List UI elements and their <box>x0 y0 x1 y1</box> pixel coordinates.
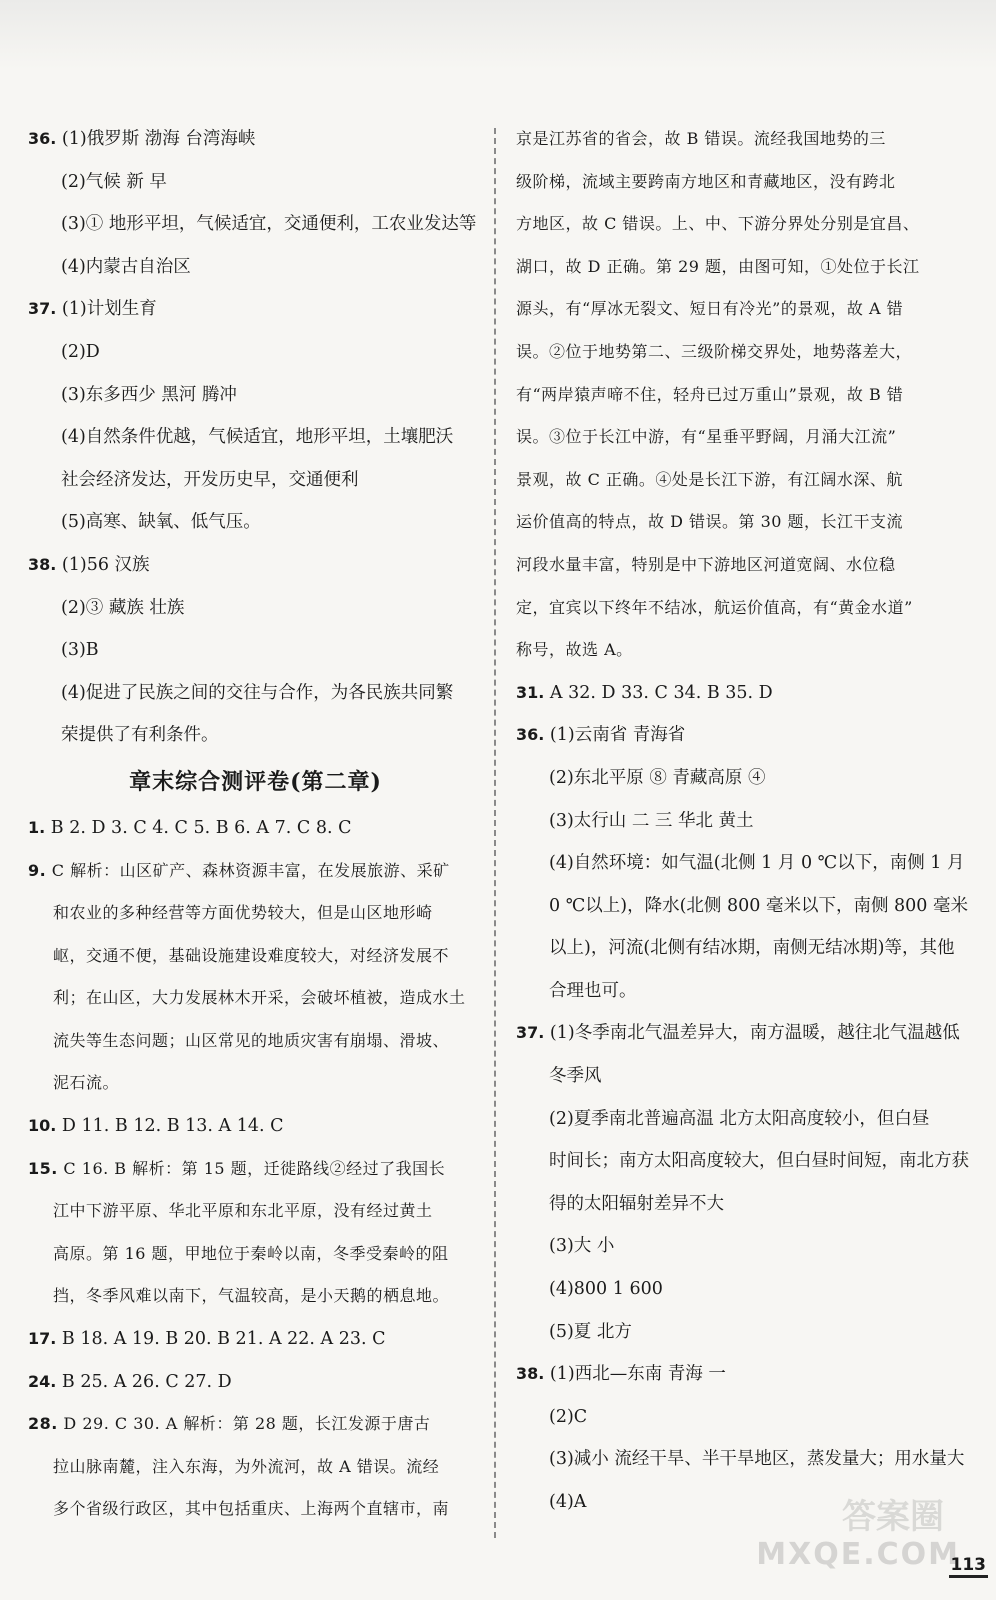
answer-line: 38. (1)西北—东南 青海 一 <box>516 1364 726 1385</box>
answer-line: 湖口，故 D 正确。第 29 题，由图可知，①处位于长江 <box>516 256 920 276</box>
answer-line: (4)自然环境：如气温(北侧 1 月 0 ℃以下，南侧 1 月 <box>549 853 965 874</box>
section-title: 章末综合测评卷(第二章) <box>129 768 382 795</box>
answer-line: 38. (1)56 汉族 <box>28 554 150 575</box>
answer-line: 荣提供了有利条件。 <box>61 725 219 746</box>
column-divider <box>494 128 496 1538</box>
answer-line: (4)自然条件优越，气候适宜，地形平坦，土壤肥沃 <box>61 427 454 448</box>
answer-line: (5)高寒、缺氧、低气压。 <box>61 512 261 533</box>
answer-line: 24. B 25. A 26. C 27. D <box>28 1371 232 1392</box>
answer-line: (4)促进了民族之间的交往与合作，为各民族共同繁 <box>61 682 454 703</box>
answer-line: (2)夏季南北普遍高温 北方太阳高度较小，但白昼 <box>549 1108 930 1129</box>
answer-line: (3)大 小 <box>549 1236 615 1257</box>
answer-line: 挡，冬季风难以南下，气温较高，是小天鹅的栖息地。 <box>53 1286 450 1306</box>
answer-line: 37. (1)计划生育 <box>28 299 157 320</box>
scan-top-band <box>0 0 996 70</box>
answer-line: (3)东多西少 黑河 腾冲 <box>61 384 237 405</box>
page-number: 113 <box>949 1555 989 1578</box>
answer-line: 10. D 11. B 12. B 13. A 14. C <box>28 1116 284 1137</box>
answer-line: (3)B <box>61 640 99 661</box>
answer-line: 江中下游平原、华北平原和东北平原，没有经过黄土 <box>53 1201 433 1221</box>
answer-line: 高原。第 16 题，甲地位于秦岭以南，冬季受秦岭的阻 <box>53 1243 449 1263</box>
answer-line: 15. C 16. B 解析：第 15 题，迁徙路线②经过了我国长 <box>28 1158 446 1178</box>
answer-line: (5)夏 北方 <box>549 1321 632 1342</box>
answer-line: 误。③位于长江中游，有“星垂平野阔，月涌大江流” <box>516 427 897 447</box>
answer-line: 流失等生态问题；山区常见的地质灾害有崩塌、滑坡、 <box>53 1030 450 1050</box>
answer-line: 源头，有“厚冰无裂文、短日有冷光”的景观，故 A 错 <box>516 299 904 319</box>
answer-line: (2)气候 新 早 <box>61 171 167 192</box>
answer-line: 岖，交通不便，基础设施建设难度较大，对经济发展不 <box>53 945 450 965</box>
answer-line: (3)太行山 二 三 华北 黄土 <box>549 810 754 831</box>
answer-line: 称号，故选 A。 <box>516 640 633 660</box>
answer-line: 景观，故 C 正确。④处是长江下游，有江阔水深、航 <box>516 469 903 489</box>
answer-line: 得的太阳辐射差异不大 <box>549 1193 724 1214</box>
answer-line: 河段水量丰富，特别是中下游地区河道宽阔、水位稳 <box>516 554 896 574</box>
answer-line: 0 ℃以上)，降水(北侧 800 毫米以下，南侧 800 毫米 <box>549 895 968 916</box>
answer-line: (2)C <box>549 1406 588 1427</box>
answer-line: (4)A <box>549 1492 587 1512</box>
answer-line: 定，宜宾以下终年不结冰，航运价值高，有“黄金水道” <box>516 597 913 617</box>
answer-line: 方地区，故 C 错误。上、中、下游分界处分别是宜昌、 <box>516 214 920 234</box>
answer-line: 泥石流。 <box>53 1073 120 1093</box>
answer-line: (2)东北平原 ⑧ 青藏高原 ④ <box>549 767 766 788</box>
answer-line: 9. C 解析：山区矿产、森林资源丰富，在发展旅游、采矿 <box>28 860 450 880</box>
answer-line: 36. (1)俄罗斯 渤海 台湾海峡 <box>28 129 256 149</box>
answer-line: (4)800 1 600 <box>549 1279 663 1300</box>
answer-line: 冬季风 <box>549 1066 602 1087</box>
answer-line: 拉山脉南麓，注入东海，为外流河，故 A 错误。流经 <box>53 1456 440 1476</box>
answer-line: 误。②位于地势第二、三级阶梯交界处，地势落差大， <box>516 341 913 361</box>
answer-line: 28. D 29. C 30. A 解析：第 28 题，长江发源于唐古 <box>28 1414 431 1434</box>
answer-line: 京是江苏省的省会，故 B 错误。流经我国地势的三 <box>516 129 886 148</box>
answer-line: 37. (1)冬季南北气温差异大，南方温暖，越往北气温越低 <box>516 1023 960 1044</box>
answer-line: (3)① 地形平坦，气候适宜，交通便利，工农业发达等 <box>61 214 477 235</box>
answer-line: 运价值高的特点，故 D 错误。第 30 题，长江干支流 <box>516 512 904 532</box>
answer-line: (4)内蒙古自治区 <box>61 256 191 277</box>
answer-line: 有“两岸猿声啼不住，轻舟已过万重山”景观，故 B 错 <box>516 384 904 404</box>
answer-line: 利；在山区，大力发展林木开采，会破坏植被，造成水土 <box>53 988 466 1008</box>
answer-line: 1. B 2. D 3. C 4. C 5. B 6. A 7. C 8. C <box>28 817 352 838</box>
answer-line: (3)减小 流经干旱、半干旱地区，蒸发量大；用水量大 <box>549 1449 965 1470</box>
answer-line: 31. A 32. D 33. C 34. B 35. D <box>516 682 773 703</box>
right-column <box>516 118 976 1524</box>
answer-line: 17. B 18. A 19. B 20. B 21. A 22. A 23. C <box>28 1329 386 1350</box>
answer-line: 和农业的多种经营等方面优势较大，但是山区地形崎 <box>53 903 433 923</box>
answer-line: (2)D <box>61 341 100 362</box>
answer-line: 多个省级行政区，其中包括重庆、上海两个直辖市，南 <box>53 1499 450 1519</box>
answer-line: 以上)，河流(北侧有结冰期，南侧无结冰期)等，其他 <box>549 938 955 959</box>
answer-line: (2)③ 藏族 壮族 <box>61 597 185 618</box>
watermark-logo: 答案圈 <box>842 1497 944 1537</box>
answer-line: 级阶梯，流域主要跨南方地区和青藏地区，没有跨北 <box>516 171 896 191</box>
watermark-text: MXQE.COM <box>756 1537 960 1572</box>
answer-line: 社会经济发达，开发历史早，交通便利 <box>61 469 359 490</box>
answer-line: 36. (1)云南省 青海省 <box>516 725 686 746</box>
answer-line: 合理也可。 <box>549 980 637 1001</box>
left-column <box>28 118 483 1531</box>
answer-line: 时间长；南方太阳高度较大，但白昼时间短，南北方获 <box>549 1151 969 1172</box>
